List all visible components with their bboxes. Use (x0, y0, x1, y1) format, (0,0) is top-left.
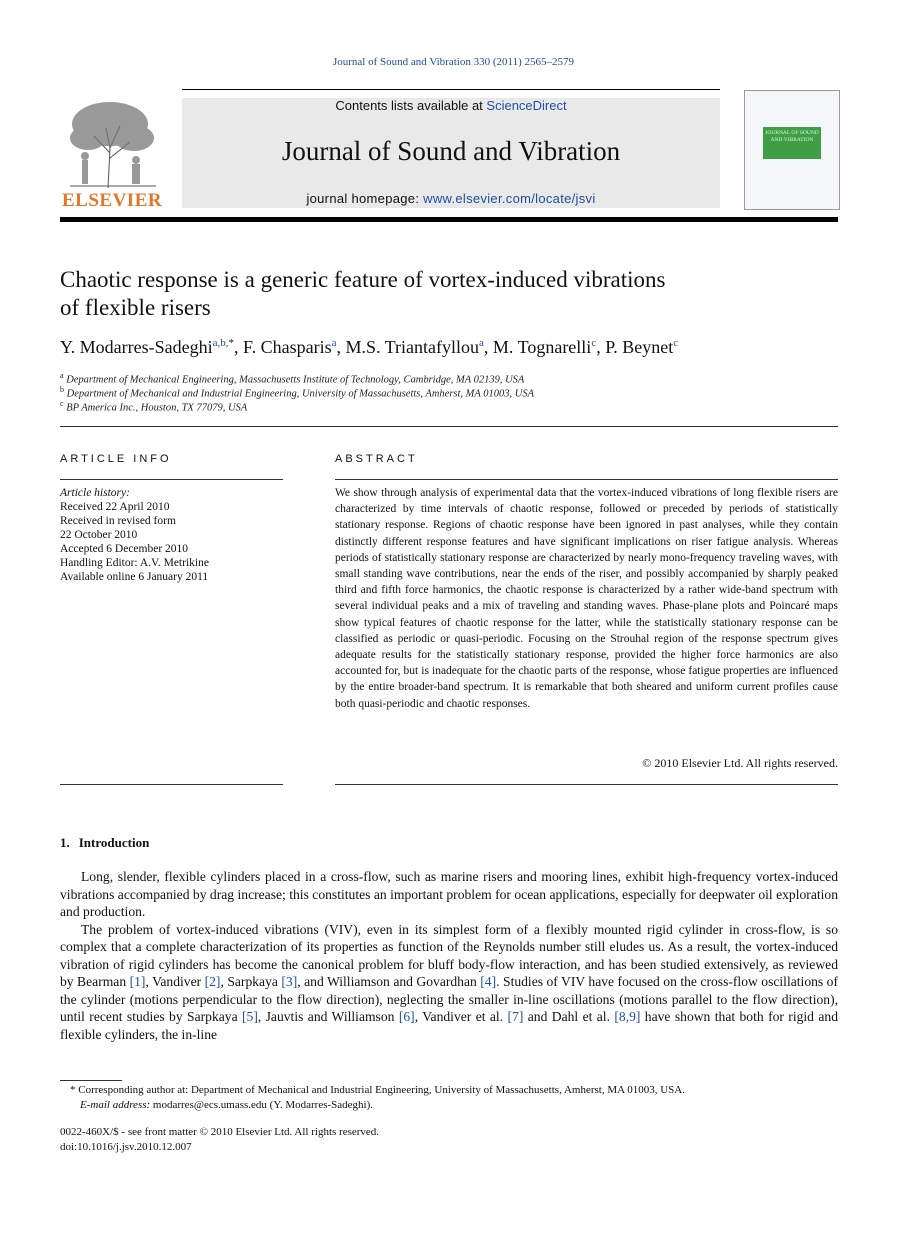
author-affiliation-sup[interactable]: a (331, 337, 337, 349)
history-line: Accepted 6 December 2010 (60, 543, 189, 555)
author-affiliation-sup[interactable]: a (479, 337, 484, 349)
citation-link[interactable]: [4] (480, 974, 497, 989)
history-line: Received in revised form (60, 515, 176, 527)
history-line: Handling Editor: A.V. Metrikine (60, 557, 209, 569)
contents-prefix: Contents lists available at (335, 98, 487, 113)
author-affiliation-sup[interactable]: a,b,* (212, 337, 235, 349)
affiliation-rule (60, 426, 838, 427)
author-affiliation-sup[interactable]: c (591, 337, 597, 349)
homepage-link[interactable]: www.elsevier.com/locate/jsvi (423, 191, 596, 206)
header-thick-rule (60, 217, 838, 222)
publisher-logo-text: ELSEVIER (62, 190, 163, 211)
affiliation: $^a$ Department of Mechanical Engineering, Massachusetts Institute of Technology, Cambridge, MA 02139, USA (60, 371, 525, 386)
article-info-bottom-rule (60, 784, 283, 785)
author-name: M.S. Triantafyllou (345, 337, 480, 357)
author-name: Y. Modarres-Sadeghi (60, 337, 213, 357)
author-name: M. Tognarelli (492, 337, 592, 357)
section-title: Introduction (78, 835, 150, 850)
contents-line (182, 98, 720, 113)
intro-body (60, 868, 838, 1043)
email-address[interactable]: modarres@ecs.umass.edu (Y. Modarres-Sadeghi). (150, 1099, 374, 1111)
section-number: 1. (60, 835, 70, 850)
intro-paragraph-1: Long, slender, flexible cylinders placed in a cross-flow, such as marine risers and mooring lines, exhibit high-frequency vortex-induced vibrations accompanied by drag increase; this constitutes an important problem for ocean applications, especially for deepwater oil exploration and production. (60, 869, 838, 919)
citation-link[interactable]: [1] (129, 974, 146, 989)
article-title-line-1: Chaotic response is a generic feature of vortex-induced vibrations (60, 267, 666, 292)
citation-link[interactable]: [5] (242, 1009, 258, 1024)
abstract-text: We show through analysis of experimental data that the vortex-induced vibrations of long flexible risers are characterized by time intervals of chaotic response, followed or preceded by periods of statistically stationary response. Regions of chaotic response have been ignored in past analyses, while they contain distinctly different response features and have significant implications on riser fatigue analysis. Whereas periods of statistically stationary response are characterized by nearly mono-frequency traveling waves, with small standing wave contributions, near the ends of the riser, and possibly accompanied by sharply peaked third and fifth force harmonics, the chaotic response is characterized by a rather wide-band spectrum with several individual peaks and a mix of traveling and standing waves. Phase-plane plots and Poincaré maps show typical features of chaotic response for the latter, while the statistically stationary response can be classified as periodic or quasi-periodic. Focusing on the Strouhal region of the response spectrum gives adequate results for the statistically stationary response, provided the higher force harmonics are also accounted for, but is inadequate for the chaotic parts of the response, whose fatigue properties are influenced by the entire broader-band spectrum. It is remarkable that both sheared and uniform current profiles cause both quasi-periodic and chaotic responses. (335, 487, 838, 710)
abstract-heading: ABSTRACT (335, 453, 418, 465)
citation-link[interactable]: [8,9] (614, 1009, 641, 1024)
intro-paragraph-2: The problem of vortex-induced vibrations (VIV), even in its simplest form of a flexibly mounted rigid cylinder in cross-flow, is so complex that a complete characterization of its properties as function of the Reynolds number still eludes us. As a result, the vortex-induced vibration of rigid cylinders has become the canonical problem for bluff body-flow interaction, and has been studied extensively, as reviewed by Bearman [1], Vandiver [2], Sarpkaya [3], and Williamson and Govardhan [4]. Studies of VIV have focused on the cross-flow oscillations of the cylinder (motions perpendicular to the flow direction), neglecting the smaller in-line oscillations (motions parallel to the flow direction), until recent studies by Sarpkaya [5], Jauvtis and Williamson [6], Vandiver et al. [7] and Dahl et al. [8,9] have shown that both for rigid and flexible cylinders, the in-line (60, 921, 838, 1042)
article-history (60, 486, 282, 584)
abstract-bottom-rule (335, 784, 838, 785)
homepage-prefix: journal homepage: (306, 191, 424, 206)
journal-cover-thumbnail[interactable] (744, 90, 840, 210)
citation-link[interactable]: [2] (204, 974, 221, 989)
cover-title-block: JOURNAL OF SOUND AND VIBRATION (763, 127, 821, 159)
footnote-rule (60, 1080, 122, 1081)
article-info-heading: ARTICLE INFO (60, 453, 172, 465)
affiliation: $^b$ Department of Mechanical and Industrial Engineering, University of Massachusetts, Amherst, MA 01003, USA (60, 385, 535, 400)
tree-icon (60, 98, 164, 190)
abstract-rule (335, 479, 838, 480)
corresponding-author-note: * Corresponding author at: Department of Mechanical and Industrial Engineering, University of Massachusetts, Amherst, MA 01003, USA. (70, 1084, 685, 1096)
author-list: Y. Modarres-Sadeghi$^{a,b,*}$, F. Chasparis$^a$, M.S. Triantafyllou$^a$, M. Tognarelli$^c$, P. Beynet$^c$ (60, 337, 679, 357)
author-name: F. Chasparis (243, 337, 332, 357)
author-name: P. Beynet (605, 337, 674, 357)
citation-link[interactable]: [3] (281, 974, 298, 989)
author-affiliation-sup[interactable]: c (673, 337, 679, 349)
affiliation: $^c$ BP America Inc., Houston, TX 77079, USA (60, 399, 248, 414)
issn-line: 0022-460X/$ - see front matter © 2010 Elsevier Ltd. All rights reserved. (60, 1126, 380, 1138)
history-line: Available online 6 January 2011 (60, 571, 209, 583)
section-heading-introduction (60, 835, 149, 851)
copyright: © 2010 Elsevier Ltd. All rights reserved. (642, 756, 838, 770)
history-line: 22 October 2010 (60, 529, 138, 541)
article-title (60, 266, 820, 322)
email-note: E-mail address: modarres@ecs.umass.edu (Y. Modarres-Sadeghi). (80, 1099, 374, 1111)
homepage-line (182, 191, 720, 206)
journal-reference[interactable]: Journal of Sound and Vibration 330 (2011) 2565–2579 (332, 56, 574, 68)
article-info-rule (60, 479, 283, 480)
header-top-rule (182, 89, 720, 90)
journal-title: Journal of Sound and Vibration (281, 136, 621, 166)
sciencedirect-link[interactable]: ScienceDirect (486, 98, 567, 113)
citation-link[interactable]: [7] (507, 1009, 524, 1024)
history-label: Article history: (60, 487, 130, 499)
article-title-line-2: of flexible risers (60, 295, 211, 320)
doi-line[interactable]: doi:10.1016/j.jsv.2010.12.007 (60, 1141, 192, 1153)
citation-link[interactable]: [6] (398, 1009, 415, 1024)
history-line: Received 22 April 2010 (60, 501, 170, 513)
